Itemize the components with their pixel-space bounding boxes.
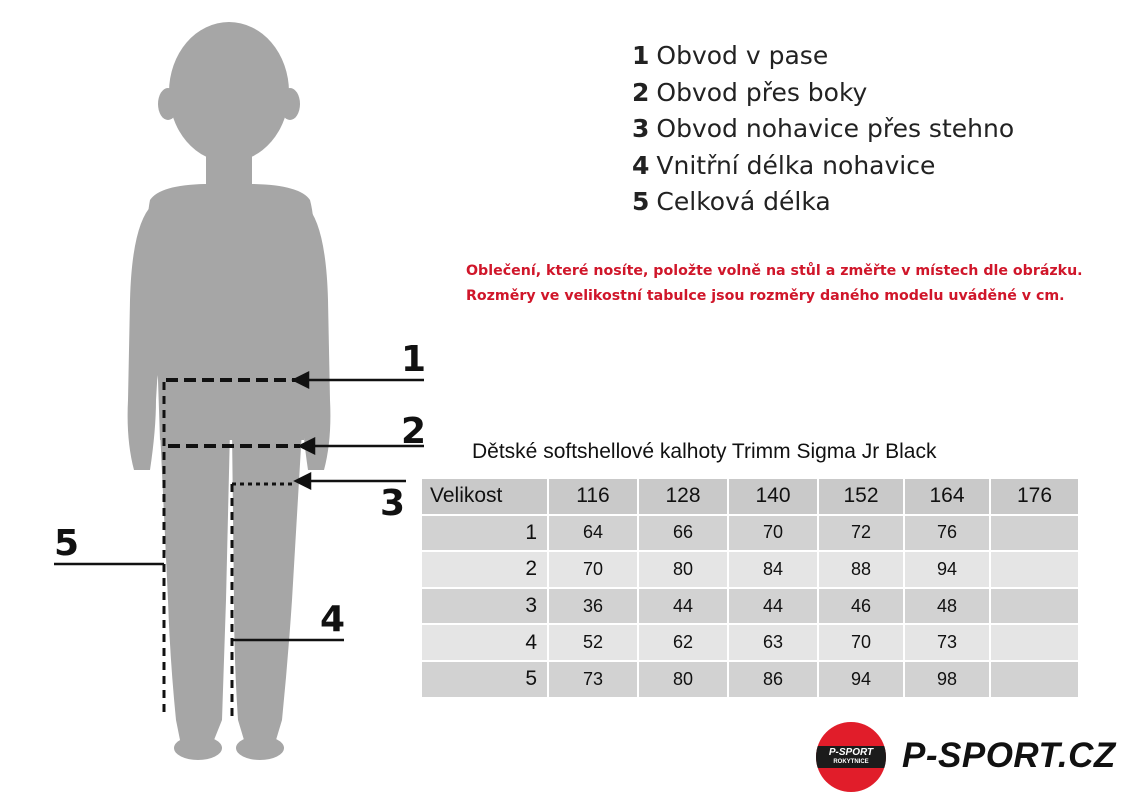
table-cell: 70: [729, 516, 817, 551]
row-label: 2: [422, 552, 547, 587]
note-line-1: Oblečení, které nosíte, položte volně na stůl a změřte v místech dle obrázku.: [466, 263, 1083, 279]
table-cell: [991, 516, 1078, 551]
table-cell: 73: [905, 625, 989, 660]
logo-badge-text: P-SPORT: [828, 747, 874, 758]
row-label: 1: [422, 516, 547, 551]
table-title: Dětské softshellové kalhoty Trimm Sigma Jr Black: [472, 440, 937, 463]
table-cell: 44: [729, 589, 817, 624]
measurement-figure: [0, 0, 440, 794]
table-cell: 46: [819, 589, 903, 624]
table-cell: 44: [639, 589, 727, 624]
legend-item: [632, 184, 1014, 221]
table-cell: 36: [549, 589, 637, 624]
child-silhouette: [0, 0, 440, 794]
legend-label: Celková délka: [656, 187, 831, 217]
header-cell: 128: [639, 479, 727, 514]
table-cell: 62: [639, 625, 727, 660]
table-cell: 86: [729, 662, 817, 697]
logo-badge: [816, 722, 886, 792]
table-row: [422, 589, 1078, 624]
legend-item: [632, 111, 1014, 148]
marker-2: 2: [401, 411, 427, 452]
row-label: 4: [422, 625, 547, 660]
table-cell: 80: [639, 662, 727, 697]
table-cell: 70: [549, 552, 637, 587]
table-cell: 84: [729, 552, 817, 587]
marker-5: 5: [54, 523, 80, 564]
table-cell: 94: [819, 662, 903, 697]
table-cell: [991, 552, 1078, 587]
table-cell: [991, 589, 1078, 624]
table-cell: 88: [819, 552, 903, 587]
table-cell: 63: [729, 625, 817, 660]
table-header-row: [422, 479, 1078, 514]
marker-3: 3: [380, 483, 406, 524]
logo-wordmark: P-SPORT.CZ: [902, 736, 1116, 775]
legend-label: Obvod přes boky: [656, 77, 868, 107]
header-cell: 164: [905, 479, 989, 514]
legend-item: [632, 75, 1014, 112]
legend-label: Obvod v pase: [656, 41, 829, 70]
measurement-note: [466, 259, 1116, 309]
legend-item: [632, 148, 1014, 185]
table-cell: [991, 662, 1078, 697]
table-cell: 73: [549, 662, 637, 697]
table-row: [422, 662, 1078, 697]
table-cell: 72: [819, 516, 903, 551]
logo-badge-subtext: ROKYTNICE: [833, 759, 869, 765]
table-cell: 64: [549, 516, 637, 551]
table-cell: 48: [905, 589, 989, 624]
legend-label: Vnitřní délka nohavice: [656, 150, 936, 180]
table-row: [422, 552, 1078, 587]
legend-number: 3: [632, 114, 650, 144]
table-cell: 52: [549, 625, 637, 660]
legend-item: [632, 38, 1014, 75]
table-row: [422, 516, 1078, 551]
header-cell: 116: [549, 479, 637, 514]
header-cell: 176: [991, 479, 1078, 514]
size-table: [420, 477, 1080, 699]
legend-number: 5: [632, 187, 650, 217]
legend-label: Obvod nohavice přes stehno: [656, 114, 1015, 144]
table-cell: 80: [639, 552, 727, 587]
note-line-2: Rozměry ve velikostní tabulce jsou rozměry daného modelu uváděné v cm.: [466, 288, 1065, 304]
header-cell: 152: [819, 479, 903, 514]
table-cell: 70: [819, 625, 903, 660]
row-label: 5: [422, 662, 547, 697]
table-cell: 94: [905, 552, 989, 587]
legend-number: 2: [632, 77, 650, 107]
marker-1: 1: [401, 339, 427, 380]
measurement-legend: [632, 38, 1014, 221]
legend-number: 4: [632, 150, 650, 180]
table-row: [422, 625, 1078, 660]
header-cell-size: Velikost: [422, 479, 547, 514]
marker-4: 4: [320, 599, 346, 640]
legend-number: 1: [632, 41, 650, 70]
table-cell: 76: [905, 516, 989, 551]
p-sport-logo: [816, 718, 1116, 794]
header-cell: 140: [729, 479, 817, 514]
table-cell: 66: [639, 516, 727, 551]
table-cell: 98: [905, 662, 989, 697]
table-cell: [991, 625, 1078, 660]
row-label: 3: [422, 589, 547, 624]
